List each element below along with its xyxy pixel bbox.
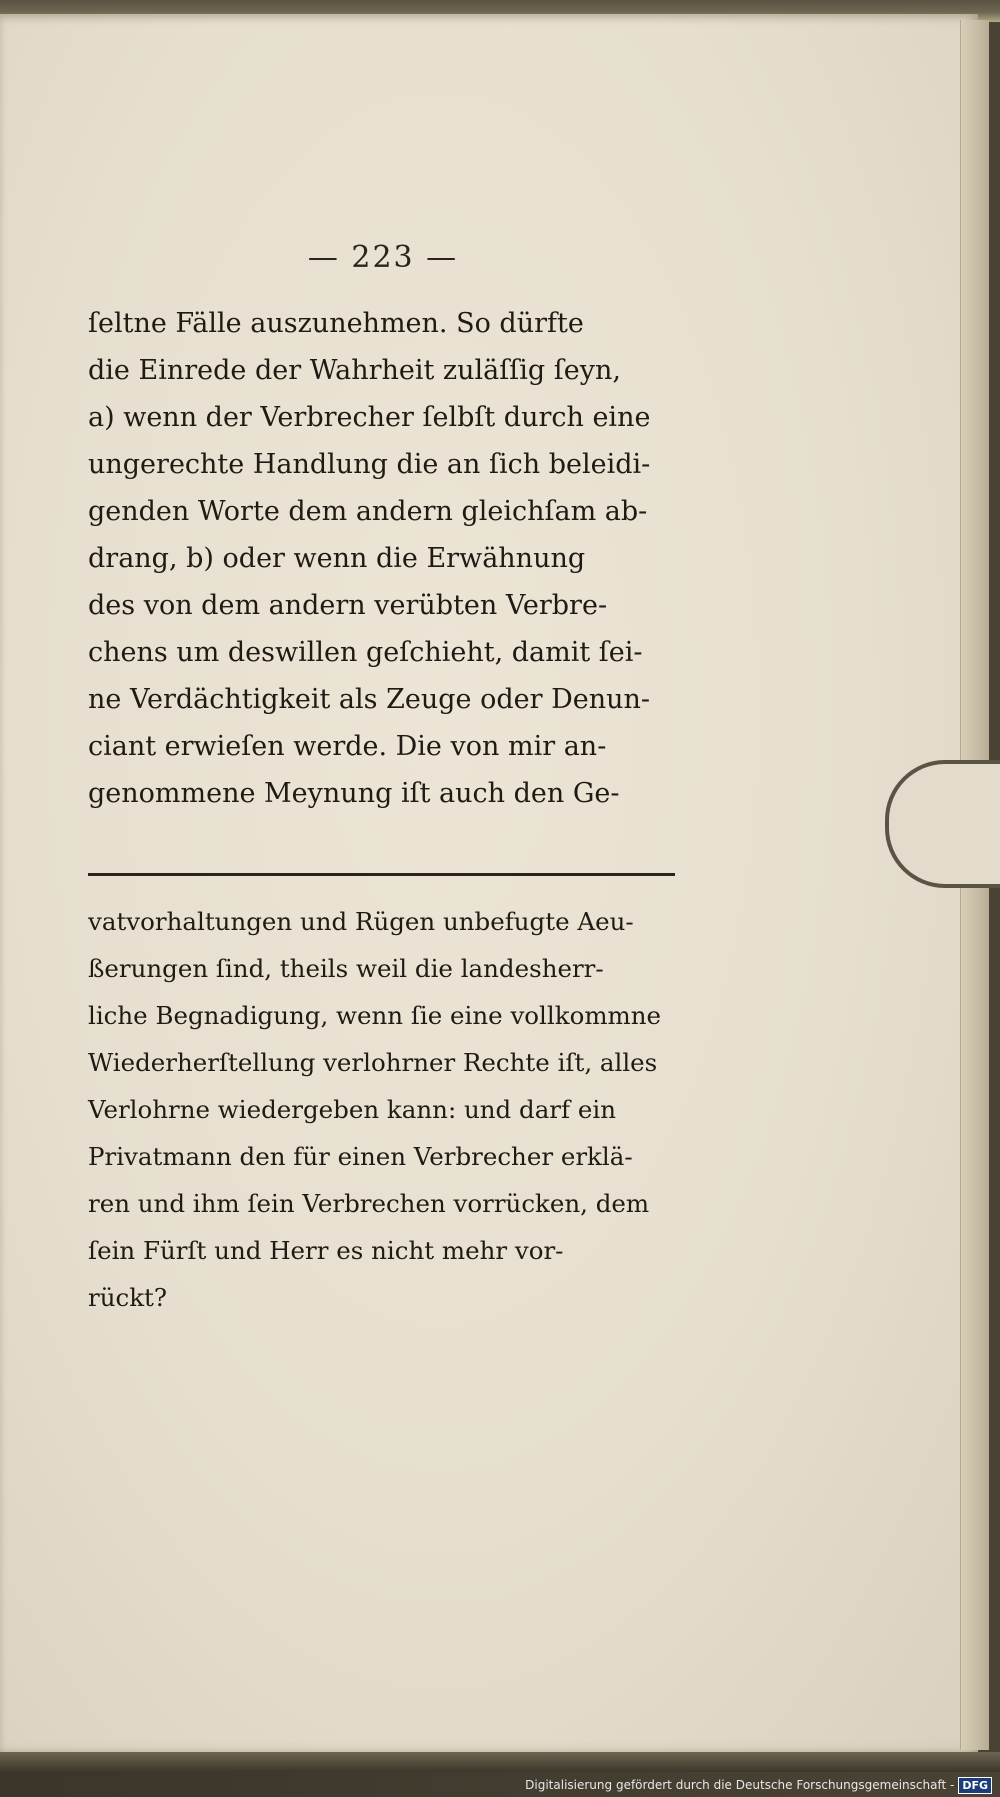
footnote-line: liche Begnadigung, wenn ſie eine vollkommne [88, 1001, 662, 1030]
book-bottom-edge [0, 1752, 1000, 1772]
text-line: ſeltne Fälle auszunehmen. So dürfte [88, 308, 584, 339]
text-line: die Einrede der Wahrheit zuläſſig ſeyn, [88, 355, 621, 386]
footnote-text [88, 898, 688, 1321]
digitization-credit [525, 1775, 992, 1795]
text-line: genden Worte dem andern gleichſam ab- [88, 496, 648, 527]
text-line: ungerechte Handlung die an ſich beleidi- [88, 449, 651, 480]
page-number: — 223 — [307, 240, 459, 275]
footnote-line: rückt? [88, 1283, 168, 1312]
text-line: a) wenn der Verbrecher ſelbſt durch eine [88, 402, 651, 433]
text-line: ciant erwieſen werde. Die von mir an- [88, 731, 607, 762]
footnote-line: ſein Fürſt und Herr es nicht mehr vor- [88, 1236, 564, 1265]
footnote-line: ren und ihm ſein Verbrechen vorrücken, dem [88, 1189, 650, 1218]
text-line: ne Verdächtigkeit als Zeuge oder Denun- [88, 684, 650, 715]
footnote-line: vatvorhaltungen und Rügen unbefugte Aeu- [88, 907, 634, 936]
text-line: chens um deswillen geſchieht, damit ſei- [88, 637, 643, 668]
credit-text: Digitalisierung gefördert durch die Deutsche Forschungsgemeinschaft - [525, 1778, 955, 1792]
footnote-line: Privatmann den für einen Verbrecher erklä- [88, 1142, 633, 1171]
footnote-line: ßerungen ſind, theils weil die landesherr- [88, 954, 604, 983]
footnote-line: Wiederherſtellung verlohrner Rechte iſt, alles [88, 1048, 658, 1077]
text-line: des von dem andern verübten Verbre- [88, 590, 608, 621]
text-line: drang, b) oder wenn die Erwähnung [88, 543, 586, 574]
footnote-line: Verlohrne wiedergeben kann: und darf ein [88, 1095, 616, 1124]
dfg-logo: DFG [958, 1777, 992, 1794]
main-text [88, 300, 688, 817]
footnote-rule [88, 873, 675, 876]
page-tab-marker [885, 760, 1000, 888]
text-line: genommene Meynung iſt auch den Ge- [88, 778, 620, 809]
